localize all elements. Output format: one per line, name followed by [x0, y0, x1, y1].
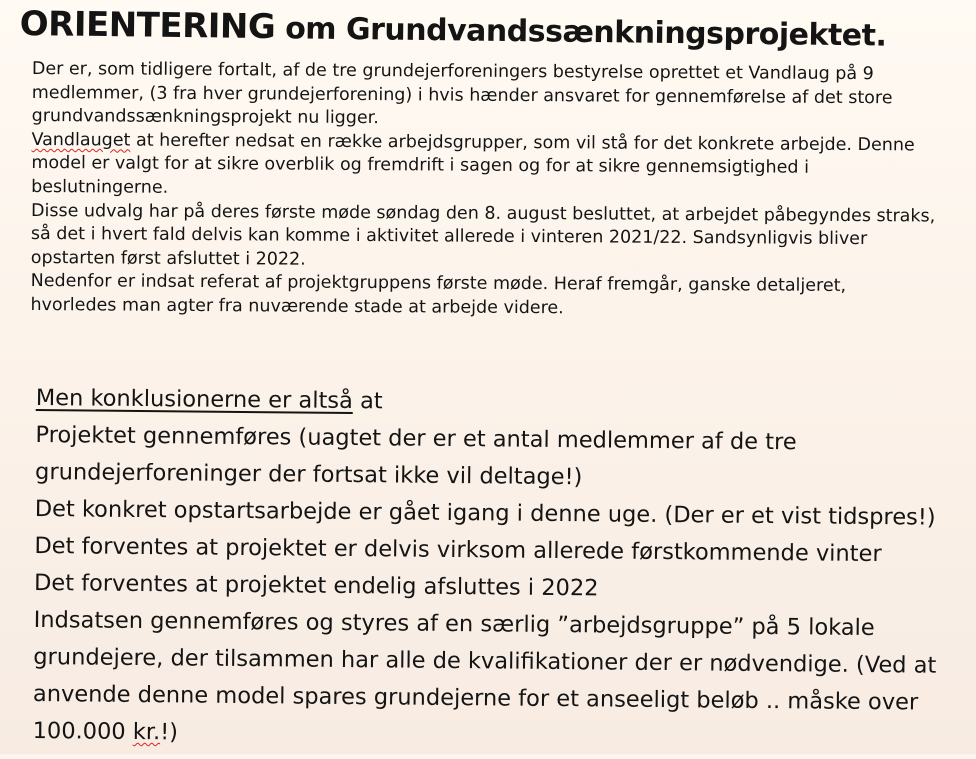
intro-line: grundvandssænkningsprojekt nu ligger.: [31, 106, 379, 129]
intro-line: hvorledes man agter fra nuværende stade at arbejde videre.: [30, 294, 564, 319]
intro-line: så det i hvert fald delvis kan komme i aktivitet allerede i vinteren 2021/22. Sandsynligvis bliver: [30, 224, 868, 250]
intro-line: Nedenfor er indsat referat af projektgruppens første møde. Heraf fremgår, ganske detaljeret,: [30, 271, 847, 297]
conclusion-line: grundejerforeninger der fortsat ikke vil deltage!): [34, 458, 583, 491]
intro-line: opstarten først afsluttet i 2022.: [30, 247, 306, 270]
conclusion-line: Det konkret opstartsarbejde er gået igang i denne uge. (Der er et vist tidspres!): [34, 495, 936, 531]
title-rest: om Grundvandssænkningsprojektet.: [275, 11, 887, 54]
intro-line: medlemmer, (3 fra hver grundejerforening) i hvis hænder ansvaret for gennemførelse af det store: [31, 82, 893, 108]
spellcheck-word: kr.: [132, 718, 161, 746]
conclusion-line: Projektet gennemføres (uagtet der er et antal medlemmer af de tre: [35, 421, 797, 456]
conclusion-line: Det forventes at projektet endelig afsluttes i 2022: [33, 569, 599, 602]
spellcheck-word: Vandlauget: [31, 129, 131, 151]
title-first-word: ORIENTERING: [19, 4, 276, 48]
conclusion-line: Indsatsen gennemføres og styres af en særlig ”arbejdsgruppe” på 5 lokale: [33, 606, 875, 642]
amount-prefix: 100.000: [32, 717, 133, 745]
conclusion-line: Det forventes at projektet er delvis virksom allerede førstkommende vinter: [34, 532, 882, 568]
page-title: [20, 4, 887, 55]
amount-suffix: !): [160, 719, 179, 746]
intro-line-rest: at herefter nedsat en række arbejdsgrupper, som vil stå for det konkrete arbejde. Denne: [130, 130, 915, 156]
intro-line: Der er, som tidligere fortalt, af de tre grundejerforeningers bestyrelse oprettet et Vandlaug på 9: [31, 58, 874, 85]
intro-line: beslutningerne.: [31, 176, 169, 198]
conclusion-line: anvende denne model spares grundejerne for et anseeligt beløb .. måske over: [32, 680, 919, 716]
conclusions-heading-underlined: Men konklusionerne er altså: [35, 384, 353, 415]
intro-line: Disse udvalg har på deres første møde søndag den 8. august besluttet, at arbejdet påbegyndes straks,: [31, 200, 936, 227]
conclusions-heading-rest: at: [352, 388, 383, 415]
conclusion-line: grundejere, der tilsammen har alle de kvalifikationer der er nødvendige. (Ved at: [33, 643, 937, 679]
intro-text: [30, 58, 947, 323]
conclusions-section: [32, 380, 956, 759]
intro-line: model er valgt for at sikre overblik og fremdrift i sagen og for at sikre gennemsigtighed i: [31, 153, 810, 179]
